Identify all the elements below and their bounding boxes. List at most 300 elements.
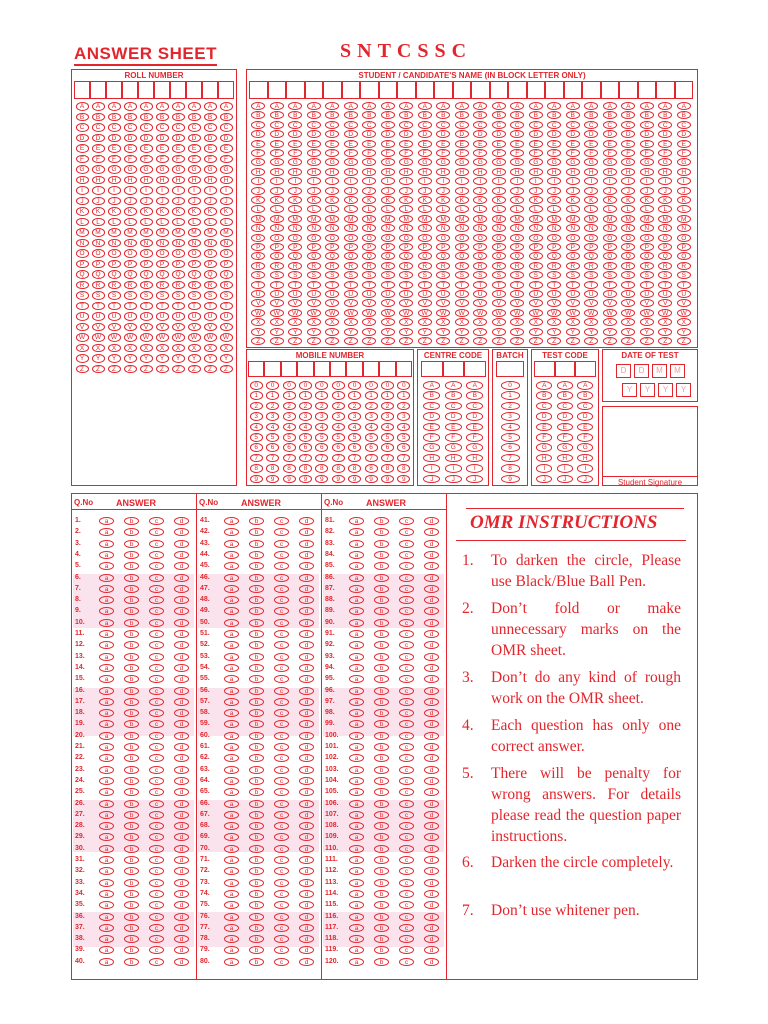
name-bubble[interactable]: A [325,102,339,110]
answer-bubble[interactable]: b [249,698,264,706]
answer-bubble[interactable]: d [299,833,314,841]
name-bubble[interactable]: K [270,196,284,204]
roll-bubble[interactable]: S [188,291,201,300]
name-bubble[interactable]: N [492,224,506,232]
answer-bubble[interactable]: a [224,924,239,932]
centre-bubble[interactable]: B [423,391,440,400]
name-bubble[interactable]: E [677,140,691,148]
roll-bubble[interactable]: T [188,302,201,311]
name-bubble[interactable]: A [473,102,487,110]
name-bubble[interactable]: M [658,215,672,223]
answer-bubble[interactable]: b [374,766,389,774]
answer-bubble[interactable]: d [424,879,439,887]
name-bubble[interactable]: J [473,187,487,195]
name-bubble[interactable]: X [251,318,265,326]
name-bubble[interactable]: K [418,196,432,204]
answer-bubble[interactable]: d [299,777,314,785]
roll-bubble[interactable]: V [108,323,121,332]
answer-bubble[interactable]: d [299,540,314,548]
name-bubble[interactable]: D [270,130,284,138]
name-bubble[interactable]: Z [621,337,635,345]
name-bubble[interactable]: H [510,168,524,176]
roll-bubble[interactable]: M [188,228,201,237]
answer-bubble[interactable]: d [424,924,439,932]
mobile-bubble[interactable]: 4 [315,423,328,432]
answer-bubble[interactable]: d [299,867,314,875]
mobile-bubble[interactable]: 2 [283,402,296,411]
roll-bubble[interactable]: M [92,228,105,237]
name-bubble[interactable]: Z [418,337,432,345]
name-bubble[interactable]: I [510,177,524,185]
answer-bubble[interactable]: a [349,562,364,570]
name-bubble[interactable]: P [399,243,413,251]
name-bubble[interactable]: T [492,281,506,289]
mobile-bubble[interactable]: 3 [332,412,345,421]
answer-bubble[interactable]: a [349,901,364,909]
answer-bubble[interactable]: b [124,517,139,525]
answer-bubble[interactable]: d [299,958,314,966]
test-bubble[interactable]: H [577,454,593,463]
name-bubble[interactable]: L [677,205,691,213]
name-bubble[interactable]: P [547,243,561,251]
test-bubble[interactable]: E [557,423,573,432]
name-bubble[interactable]: Q [381,252,395,260]
roll-bubble[interactable]: C [92,123,105,132]
roll-bubble[interactable]: L [124,218,137,227]
answer-bubble[interactable]: b [124,777,139,785]
answer-bubble[interactable]: c [399,687,414,695]
name-bubble[interactable]: B [492,111,506,119]
name-bubble[interactable]: Q [418,252,432,260]
name-bubble[interactable]: A [436,102,450,110]
name-bubble[interactable]: W [640,309,654,317]
answer-bubble[interactable]: c [274,619,289,627]
roll-bubble[interactable]: J [204,197,217,206]
roll-bubble[interactable]: U [188,312,201,321]
answer-bubble[interactable]: a [99,664,114,672]
name-bubble[interactable]: R [399,262,413,270]
answer-bubble[interactable]: d [299,641,314,649]
answer-bubble[interactable]: b [249,551,264,559]
roll-bubble[interactable]: O [124,249,137,258]
answer-bubble[interactable]: d [299,766,314,774]
name-bubble[interactable]: Q [510,252,524,260]
mobile-bubble[interactable]: 8 [348,464,361,473]
roll-bubble[interactable]: P [172,260,185,269]
name-bubble[interactable]: M [455,215,469,223]
roll-bubble[interactable]: C [108,123,121,132]
answer-bubble[interactable]: a [224,562,239,570]
name-bubble[interactable]: W [418,309,432,317]
answer-bubble[interactable]: c [149,766,164,774]
roll-bubble[interactable]: A [204,102,217,111]
answer-bubble[interactable]: b [249,800,264,808]
roll-bubble[interactable]: L [220,218,233,227]
name-bubble[interactable]: T [566,281,580,289]
name-bubble[interactable]: M [418,215,432,223]
roll-bubble[interactable]: G [204,165,217,174]
mobile-bubble[interactable]: 8 [381,464,394,473]
name-bubble[interactable]: M [621,215,635,223]
name-bubble[interactable]: C [492,121,506,129]
answer-bubble[interactable]: b [249,811,264,819]
answer-bubble[interactable]: b [374,856,389,864]
roll-bubble[interactable]: E [140,144,153,153]
roll-bubble[interactable]: R [156,281,169,290]
answer-bubble[interactable]: a [349,958,364,966]
name-bubble[interactable]: V [529,299,543,307]
name-bubble[interactable]: E [529,140,543,148]
roll-bubble[interactable]: W [188,333,201,342]
roll-bubble[interactable]: J [124,197,137,206]
name-bubble[interactable]: S [529,271,543,279]
answer-bubble[interactable]: b [249,958,264,966]
name-bubble[interactable]: F [473,149,487,157]
mobile-bubble[interactable]: 5 [348,433,361,442]
name-bubble[interactable]: D [473,130,487,138]
name-bubble[interactable]: K [399,196,413,204]
name-bubble[interactable]: D [288,130,302,138]
answer-bubble[interactable]: c [274,664,289,672]
answer-bubble[interactable]: d [299,596,314,604]
answer-bubble[interactable]: a [349,596,364,604]
roll-bubble[interactable]: C [156,123,169,132]
answer-bubble[interactable]: d [424,958,439,966]
name-bubble[interactable]: S [566,271,580,279]
name-bubble[interactable]: I [677,177,691,185]
name-bubble[interactable]: E [251,140,265,148]
answer-bubble[interactable]: a [99,946,114,954]
answer-bubble[interactable]: b [374,574,389,582]
name-bubble[interactable]: Q [307,252,321,260]
name-bubble[interactable]: V [270,299,284,307]
roll-bubble[interactable]: J [108,197,121,206]
name-bubble[interactable]: E [566,140,580,148]
name-bubble[interactable]: A [344,102,358,110]
name-bubble[interactable]: A [640,102,654,110]
answer-bubble[interactable]: a [349,833,364,841]
name-bubble[interactable]: X [344,318,358,326]
test-bubble[interactable]: A [577,381,593,390]
batch-bubble[interactable]: 8 [501,464,520,473]
name-bubble[interactable]: Z [547,337,561,345]
name-bubble[interactable]: V [658,299,672,307]
answer-bubble[interactable]: c [149,596,164,604]
mobile-bubble[interactable]: 9 [397,475,410,484]
name-bubble[interactable]: X [621,318,635,326]
name-bubble[interactable]: V [362,299,376,307]
name-bubble[interactable]: D [436,130,450,138]
mobile-bubble[interactable]: 4 [381,423,394,432]
name-bubble[interactable]: T [473,281,487,289]
mobile-bubble[interactable]: 5 [381,433,394,442]
name-bubble[interactable]: I [658,177,672,185]
name-bubble[interactable]: A [270,102,284,110]
name-bubble[interactable]: B [325,111,339,119]
name-bubble[interactable]: L [362,205,376,213]
answer-bubble[interactable]: b [124,675,139,683]
roll-bubble[interactable]: I [92,186,105,195]
name-bubble[interactable]: P [640,243,654,251]
mobile-bubble[interactable]: 5 [250,433,263,442]
roll-bubble[interactable]: Y [108,354,121,363]
answer-bubble[interactable]: d [174,641,189,649]
centre-bubble[interactable]: I [423,464,440,473]
name-bubble[interactable]: Z [529,337,543,345]
answer-bubble[interactable]: d [299,517,314,525]
name-bubble[interactable]: L [529,205,543,213]
name-bubble[interactable]: G [455,158,469,166]
name-bubble[interactable]: R [566,262,580,270]
answer-bubble[interactable]: c [274,913,289,921]
name-bubble[interactable]: K [325,196,339,204]
answer-bubble[interactable]: a [99,788,114,796]
answer-bubble[interactable]: a [99,732,114,740]
name-bubble[interactable]: H [418,168,432,176]
answer-bubble[interactable]: a [349,517,364,525]
answer-bubble[interactable]: d [424,607,439,615]
test-bubble[interactable]: D [557,412,573,421]
answer-bubble[interactable]: d [299,675,314,683]
answer-bubble[interactable]: b [249,946,264,954]
answer-bubble[interactable]: b [249,822,264,830]
mobile-bubble[interactable]: 2 [348,402,361,411]
roll-bubble[interactable]: N [172,239,185,248]
answer-bubble[interactable]: c [399,720,414,728]
answer-bubble[interactable]: a [224,800,239,808]
name-bubble[interactable]: V [381,299,395,307]
answer-bubble[interactable]: a [349,777,364,785]
name-bubble[interactable]: J [640,187,654,195]
name-bubble[interactable]: O [325,234,339,242]
name-bubble[interactable]: O [529,234,543,242]
answer-bubble[interactable]: b [124,528,139,536]
roll-bubble[interactable]: R [76,281,89,290]
name-bubble[interactable]: E [436,140,450,148]
answer-bubble[interactable]: d [174,619,189,627]
answer-bubble[interactable]: a [99,924,114,932]
answer-bubble[interactable]: c [149,788,164,796]
answer-bubble[interactable]: c [399,867,414,875]
answer-bubble[interactable]: a [99,687,114,695]
answer-bubble[interactable]: b [374,687,389,695]
answer-bubble[interactable]: b [374,935,389,943]
centre-bubble[interactable]: B [445,391,462,400]
name-bubble[interactable]: W [344,309,358,317]
mobile-bubble[interactable]: 7 [348,454,361,463]
batch-bubble[interactable]: 0 [501,381,520,390]
test-code-grid[interactable] [531,0,599,486]
name-bubble[interactable]: H [658,168,672,176]
roll-bubble[interactable]: O [172,249,185,258]
answer-bubble[interactable]: c [399,585,414,593]
centre-bubble[interactable]: C [445,402,462,411]
name-bubble[interactable]: O [603,234,617,242]
name-bubble[interactable]: V [251,299,265,307]
answer-bubble[interactable]: d [299,879,314,887]
name-bubble[interactable]: X [307,318,321,326]
name-bubble[interactable]: L [399,205,413,213]
answer-bubble[interactable]: c [274,675,289,683]
answer-bubble[interactable]: b [374,607,389,615]
answer-bubble[interactable]: c [399,630,414,638]
name-bubble[interactable]: F [455,149,469,157]
answer-bubble[interactable]: b [124,946,139,954]
name-bubble[interactable]: B [455,111,469,119]
answer-bubble[interactable]: a [349,540,364,548]
answer-bubble[interactable]: b [249,777,264,785]
name-bubble[interactable]: B [307,111,321,119]
name-bubble[interactable]: D [566,130,580,138]
answer-bubble[interactable]: a [349,788,364,796]
answer-bubble[interactable]: a [99,574,114,582]
name-bubble[interactable]: S [677,271,691,279]
centre-bubble[interactable]: A [423,381,440,390]
name-bubble[interactable]: H [270,168,284,176]
answer-bubble[interactable]: b [249,607,264,615]
mobile-bubble[interactable]: 0 [299,381,312,390]
name-bubble[interactable]: W [566,309,580,317]
answer-bubble[interactable]: c [399,833,414,841]
answer-bubble[interactable]: c [149,777,164,785]
name-bubble[interactable]: X [455,318,469,326]
mobile-bubble[interactable]: 4 [250,423,263,432]
name-bubble[interactable]: L [547,205,561,213]
roll-bubble[interactable]: Y [220,354,233,363]
centre-bubble[interactable]: C [466,402,483,411]
name-bubble[interactable]: X [381,318,395,326]
roll-bubble[interactable]: D [76,134,89,143]
answer-bubble[interactable]: b [124,732,139,740]
name-bubble[interactable]: N [418,224,432,232]
roll-bubble[interactable]: Z [156,365,169,374]
answer-bubble[interactable]: b [124,901,139,909]
name-bubble[interactable]: N [362,224,376,232]
answer-bubble[interactable]: d [174,777,189,785]
mobile-bubble[interactable]: 8 [299,464,312,473]
centre-bubble[interactable]: H [466,454,483,463]
name-bubble[interactable]: L [270,205,284,213]
answer-bubble[interactable]: c [149,574,164,582]
name-bubble[interactable]: W [473,309,487,317]
answer-bubble[interactable]: b [374,540,389,548]
answer-bubble[interactable]: b [249,856,264,864]
name-bubble[interactable]: I [307,177,321,185]
roll-bubble[interactable]: B [92,113,105,122]
roll-bubble[interactable]: O [204,249,217,258]
answer-bubble[interactable]: b [124,913,139,921]
name-bubble[interactable]: O [418,234,432,242]
roll-bubble[interactable]: P [76,260,89,269]
answer-bubble[interactable]: c [399,664,414,672]
name-bubble[interactable]: V [510,299,524,307]
roll-bubble[interactable]: Y [188,354,201,363]
roll-bubble[interactable]: X [156,344,169,353]
name-bubble[interactable]: J [288,187,302,195]
answer-bubble[interactable]: b [374,596,389,604]
roll-bubble[interactable]: L [76,218,89,227]
answer-bubble[interactable]: c [399,698,414,706]
roll-bubble[interactable]: S [156,291,169,300]
answer-bubble[interactable]: c [149,675,164,683]
roll-bubble[interactable]: P [204,260,217,269]
roll-bubble[interactable]: G [172,165,185,174]
roll-bubble[interactable]: N [124,239,137,248]
answer-bubble[interactable]: a [99,935,114,943]
name-bubble[interactable]: M [288,215,302,223]
roll-bubble[interactable]: C [140,123,153,132]
answer-bubble[interactable]: a [224,528,239,536]
answer-bubble[interactable]: d [299,574,314,582]
name-bubble[interactable]: N [473,224,487,232]
answer-bubble[interactable]: a [349,619,364,627]
roll-bubble[interactable]: T [92,302,105,311]
answer-bubble[interactable]: c [274,641,289,649]
name-bubble[interactable]: I [288,177,302,185]
name-bubble[interactable]: S [399,271,413,279]
name-bubble[interactable]: F [399,149,413,157]
roll-bubble[interactable]: G [92,165,105,174]
name-bubble[interactable]: D [307,130,321,138]
name-bubble[interactable]: C [270,121,284,129]
answer-bubble[interactable]: c [274,890,289,898]
name-bubble[interactable]: I [603,177,617,185]
name-bubble[interactable]: Q [436,252,450,260]
name-bubble[interactable]: O [344,234,358,242]
name-bubble[interactable]: C [658,121,672,129]
roll-bubble[interactable]: V [76,323,89,332]
name-bubble[interactable]: Z [658,337,672,345]
answer-bubble[interactable]: c [149,653,164,661]
name-bubble[interactable]: I [584,177,598,185]
answer-bubble[interactable]: d [299,732,314,740]
name-bubble[interactable]: P [288,243,302,251]
roll-bubble[interactable]: X [92,344,105,353]
name-bubble[interactable]: F [566,149,580,157]
answer-bubble[interactable]: c [399,619,414,627]
name-bubble[interactable]: A [677,102,691,110]
mobile-bubble[interactable]: 1 [283,391,296,400]
answer-bubble[interactable]: d [174,687,189,695]
name-bubble[interactable]: T [362,281,376,289]
answer-bubble[interactable]: b [374,630,389,638]
mobile-bubble[interactable]: 2 [365,402,378,411]
name-bubble[interactable]: M [270,215,284,223]
roll-bubble[interactable]: U [156,312,169,321]
name-bubble[interactable]: P [510,243,524,251]
answer-bubble[interactable]: a [349,890,364,898]
name-bubble[interactable]: Q [473,252,487,260]
name-bubble[interactable]: X [584,318,598,326]
name-bubble[interactable]: Z [455,337,469,345]
name-bubble[interactable]: Y [621,328,635,336]
roll-bubble[interactable]: K [108,207,121,216]
answer-grid[interactable] [71,0,446,980]
name-bubble[interactable]: Z [473,337,487,345]
name-bubble[interactable]: O [455,234,469,242]
answer-bubble[interactable]: b [374,551,389,559]
name-bubble[interactable]: H [547,168,561,176]
roll-bubble[interactable]: I [108,186,121,195]
name-bubble[interactable]: N [529,224,543,232]
name-bubble[interactable]: M [436,215,450,223]
name-bubble[interactable]: D [251,130,265,138]
name-bubble[interactable]: A [251,102,265,110]
roll-bubble[interactable]: G [108,165,121,174]
answer-bubble[interactable]: c [149,619,164,627]
roll-bubble[interactable]: O [220,249,233,258]
answer-bubble[interactable]: c [399,766,414,774]
